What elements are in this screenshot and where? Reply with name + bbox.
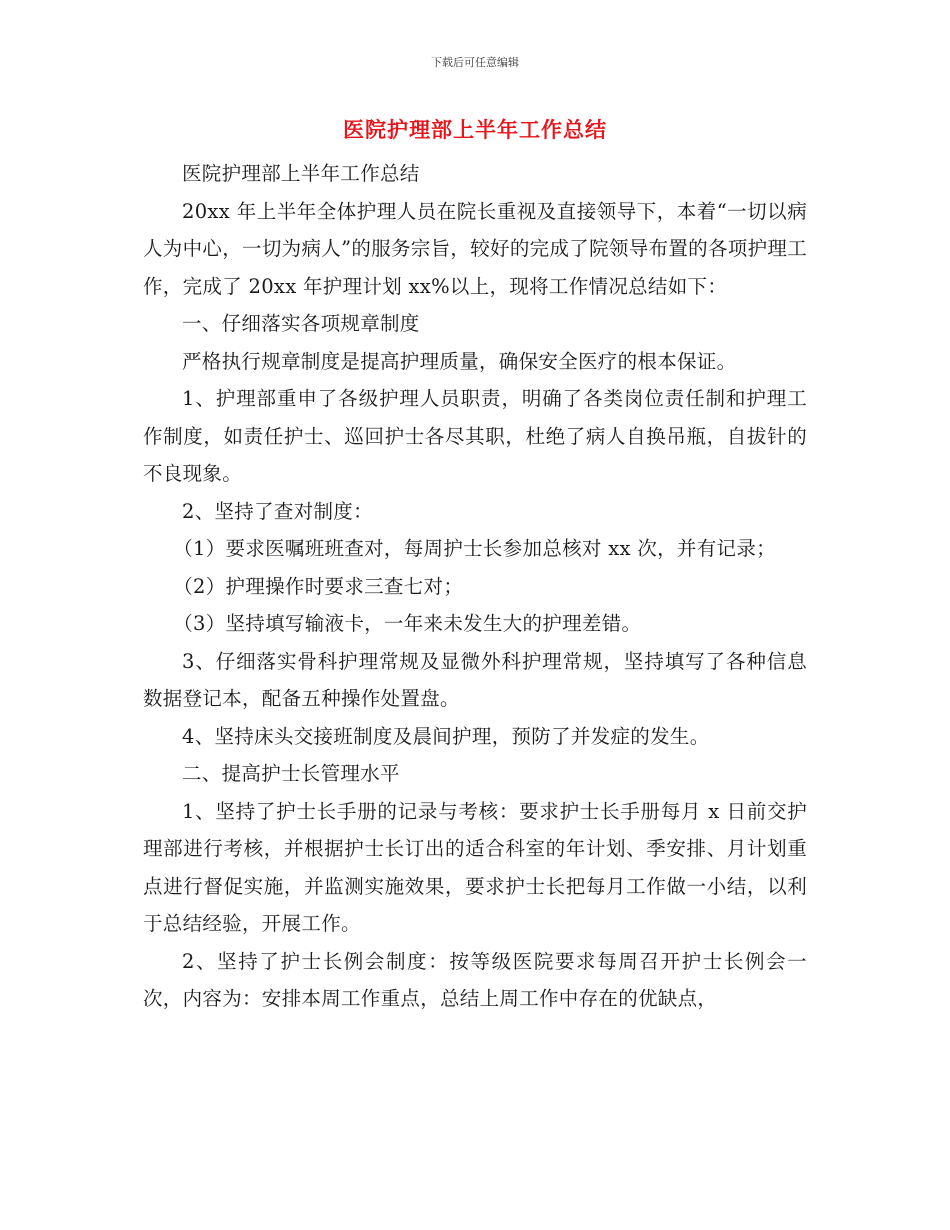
sub-list-item: （3）坚持填写输液卡，一年来未发生大的护理差错。 [173,612,642,635]
header-note: 下载后可任意编辑 [431,56,519,69]
section-heading-1: 一、仔细落实各项规章制度 [182,312,420,335]
list-item: 1、护理部重申了各级护理人员职责，明确了各类岗位责任制和护理工作制度，如责任护士、巡回护士各尽其职，杜绝了病人自换吊瓶，自拔针的不良现象。 [143,387,807,485]
list-item: 2、坚持了查对制度： [182,499,373,523]
list-item: 4、坚持床头交接班制度及晨间护理，预防了并发症的发生。 [182,724,710,748]
document-title: 医院护理部上半年工作总结 [343,118,607,142]
list-item: 3、仔细落实骨科护理常规及显微外科护理常规，坚持填写了各种信息数据登记本，配备五种操作处置盘。 [143,649,807,710]
section-heading-2: 二、提高护士长管理水平 [182,762,400,785]
paragraph-intro: 20xx 年上半年全体护理人员在院长重视及直接领导下，本着“一切以病人为中心，一切为病人”的服务宗旨，较好的完成了院领导布置的各项护理工作，完成了 20xx 年护理计划 xx%以上，现将工作情况总结如下： [143,199,807,298]
list-item: 2、坚持了护士长例会制度：按等级医院要求每周召开护士长例会一次，内容为：安排本周工作重点，总结上周工作中存在的优缺点， [143,949,807,1010]
sub-list-item: （2）护理操作时要求三查七对； [173,574,464,598]
list-item: 1、坚持了护士长手册的记录与考核：要求护士长手册每月 x 日前交护理部进行考核，并根据护士长订出的适合科室的年计划、季安排、月计划重点进行督促实施，并监测实施效果，要求护士长把每月工作做一小结，以利于总结经验，开展工作。 [143,799,807,935]
document-body [143,155,807,1018]
paragraph: 严格执行规章制度是提高护理质量，确保安全医疗的根本保证。 [182,349,737,373]
paragraph-subtitle: 医院护理部上半年工作总结 [182,162,420,185]
sub-list-item: （1）要求医嘱班班查对，每周护士长参加总核对 xx 次，并有记录； [173,537,776,560]
